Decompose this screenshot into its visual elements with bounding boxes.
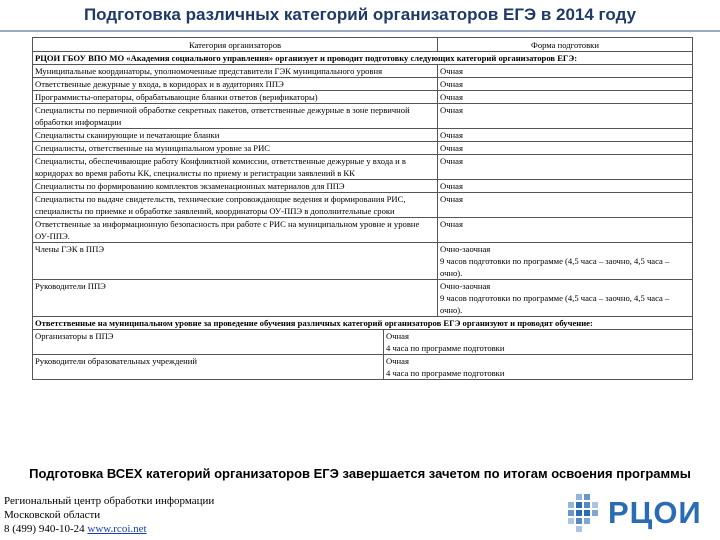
row-category: Специалисты по формированию комплектов экзаменационных материалов для ППЭ (33, 180, 438, 193)
row-form-line: 4 часа по программе подготовки (386, 343, 505, 353)
section-intro-row (33, 317, 693, 330)
completion-note: Подготовка ВСЕХ категорий организаторов ЕГЭ завершается зачетом по итогам освоения программы (29, 466, 691, 481)
row-form-line: Очная (386, 356, 409, 366)
row-category: Специалисты, обеспечивающие работу Конфликтной комиссии, ответственные дежурные у входа и в коридорах во время работы КК, специалисты по приему и регистрации заявлений в КК (33, 155, 438, 180)
header-category: Категория организаторов (33, 38, 438, 52)
table-header-row (33, 38, 693, 52)
footer-contacts (4, 494, 214, 536)
table-row (33, 78, 693, 91)
row-form: Очная (438, 129, 693, 142)
row-category: Ответственные за информационную безопасность при работе с РИС на муниципальном уровне и уровне ОУ-ППЭ. (33, 218, 438, 243)
footer-phone: 8 (499) 940-10-24 (4, 523, 85, 535)
table-row (33, 193, 693, 218)
table-row (33, 330, 693, 355)
title-divider (0, 30, 720, 32)
row-category: Организаторы в ППЭ (33, 330, 384, 355)
row-form (384, 355, 693, 380)
organizers-table (32, 37, 693, 380)
table-row (33, 243, 693, 280)
header-form: Форма подготовки (438, 38, 693, 52)
section1-intro: РЦОИ ГБОУ ВПО МО «Академия социального управления» организует и проводит подготовку следующих категорий организаторов ЕГЭ: (33, 52, 693, 65)
table-row (33, 104, 693, 129)
row-form: Очная (438, 180, 693, 193)
row-category: Руководители ППЭ (33, 280, 438, 317)
table-row (33, 142, 693, 155)
row-form: Очно-заочная 9 часов подготовки по программе (4,5 часа – заочно, 4,5 часа – очно). (438, 280, 693, 317)
table-row (33, 91, 693, 104)
row-category: Специалисты сканирующие и печатающие бланки (33, 129, 438, 142)
row-form: Очная (438, 155, 693, 180)
footer-org-line2: Московской области (4, 509, 101, 521)
row-form-line: Очная (386, 331, 409, 341)
row-category: Специалисты по выдаче свидетельств, технические сопровождающие ведения и формирования РИС, специалисты по приемке и обработке заявлений, координаторы ОУ-ППЭ в дополнительные сроки (33, 193, 438, 218)
footer-site-link[interactable]: www.rcoi.net (87, 523, 147, 535)
footer-phone-line (4, 522, 214, 536)
row-category: Специалисты по первичной обработке секретных пакетов, ответственные дежурные в зоне первичной обработки информации (33, 104, 438, 129)
row-form: Очно-заочная 9 часов подготовки по программе (4,5 часа – заочно, 4,5 часа – очно). (438, 243, 693, 280)
table-row (33, 280, 693, 317)
section2-intro: Ответственные на муниципальном уровне за проведение обучения различных категорий организаторов ЕГЭ организуют и проводят обучение: (33, 317, 693, 330)
table-row (33, 180, 693, 193)
row-category: Программисты-операторы, обрабатывающие бланки ответов (верификаторы) (33, 91, 438, 104)
row-category: Специалисты, ответственные на муниципальном уровне за РИС (33, 142, 438, 155)
row-form: Очная (438, 142, 693, 155)
row-form-line: 4 часа по программе подготовки (386, 368, 505, 378)
table-row (33, 218, 693, 243)
row-form: Очная (438, 218, 693, 243)
logo-mark-icon (562, 492, 606, 536)
row-form: Очная (438, 193, 693, 218)
row-form: Очная (438, 65, 693, 78)
row-category: Ответственные дежурные у входа, в коридорах и в аудиториях ППЭ (33, 78, 438, 91)
row-category: Члены ГЭК в ППЭ (33, 243, 438, 280)
table-row (33, 129, 693, 142)
table-row (33, 65, 693, 78)
row-form: Очная (438, 91, 693, 104)
footer-org-line1: Региональный центр обработки информации (4, 495, 215, 507)
rcoi-logo (562, 490, 712, 536)
section-intro-row (33, 52, 693, 65)
row-form (384, 330, 693, 355)
logo-text: РЦОИ (608, 495, 702, 530)
row-category: Руководители образовательных учреждений (33, 355, 384, 380)
table-row (33, 355, 693, 380)
row-form: Очная (438, 104, 693, 129)
page-title: Подготовка различных категорий организаторов ЕГЭ в 2014 году (83, 5, 637, 24)
row-category: Муниципальные координаторы, уполномоченные представители ГЭК муниципального уровня (33, 65, 438, 78)
table-row (33, 155, 693, 180)
row-form: Очная (438, 78, 693, 91)
